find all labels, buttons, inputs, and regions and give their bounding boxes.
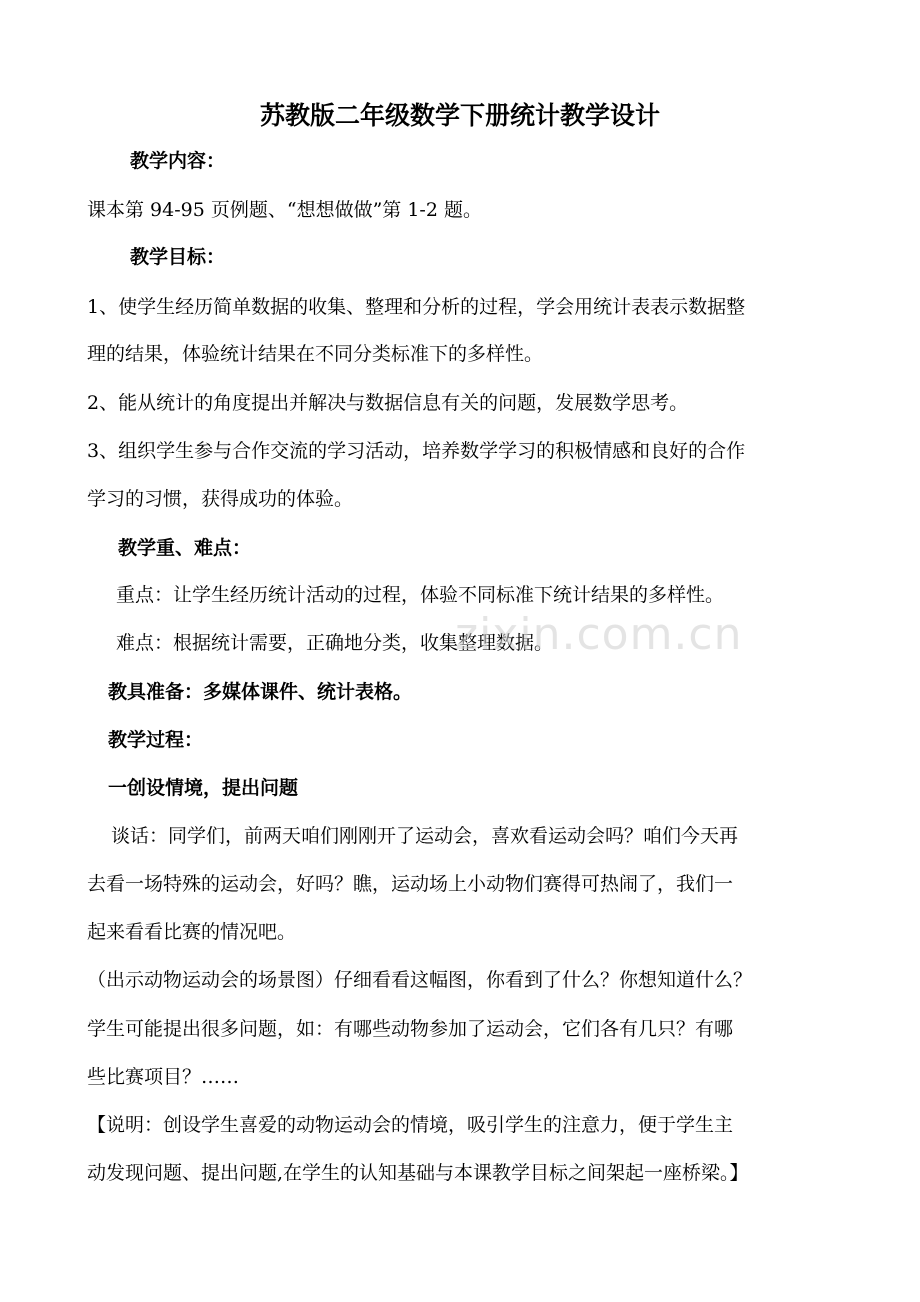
goal-1-line-2: 理的结果，体验统计结果在不同分类标准下的多样性。: [87, 343, 544, 365]
goal-2: 2、能从统计的角度提出并解决与数据信息有关的问题，发展数学思考。: [87, 392, 689, 414]
goal-1-line-1: 1、使学生经历简单数据的收集、整理和分析的过程，学会用统计表表示数据整: [87, 296, 746, 318]
difficult-point: 难点：根据统计需要，正确地分类，收集整理数据。: [116, 632, 554, 654]
goal-3-line-1: 3、组织学生参与合作交流的学习活动，培养数学学习的积极情感和良好的合作: [87, 440, 746, 462]
materials: 教具准备：多媒体课件、统计表格。: [108, 681, 413, 703]
process-heading: 教学过程：: [108, 729, 204, 751]
key-difficult-heading: 教学重、难点：: [118, 537, 252, 559]
key-point: 重点：让学生经历统计活动的过程，体验不同标准下统计结果的多样性。: [116, 584, 725, 606]
scene-line-3: 些比赛项目？……: [87, 1066, 240, 1088]
teaching-content-text: 课本第 94-95 页例题、“想想做做”第 1-2 题。: [87, 199, 482, 221]
talk-line-2: 去看一场特殊的运动会，好吗？瞧，运动场上小动物们赛得可热闹了，我们一: [87, 873, 734, 895]
document-title: 苏教版二年级数学下册统计教学设计: [259, 101, 660, 130]
talk-line-3: 起来看看比赛的情况吧。: [87, 921, 297, 943]
teaching-goals-heading: 教学目标：: [130, 246, 226, 268]
talk-line-1: 谈话：同学们，前两天咱们刚刚开了运动会，喜欢看运动会吗？咱们今天再: [111, 825, 739, 847]
note-line-2: 动发现问题、提出问题,在学生的认知基础与本课教学目标之间架起一座桥梁。】: [87, 1162, 749, 1184]
watermark: zixin.com.cn: [455, 609, 743, 660]
scene-line-2: 学生可能提出很多问题，如：有哪些动物参加了运动会，它们各有几只？有哪: [87, 1018, 734, 1040]
teaching-content-heading: 教学内容：: [130, 150, 226, 172]
scene-line-1: （出示动物运动会的场景图）仔细看看这幅图，你看到了什么？你想知道什么？: [87, 969, 753, 991]
step-1-heading: 一创设情境，提出问题: [108, 777, 299, 799]
goal-3-line-2: 学习的习惯，获得成功的体验。: [87, 488, 354, 510]
note-line-1: 【说明：创设学生喜爱的动物运动会的情境，吸引学生的注意力，便于学生主: [87, 1114, 734, 1136]
